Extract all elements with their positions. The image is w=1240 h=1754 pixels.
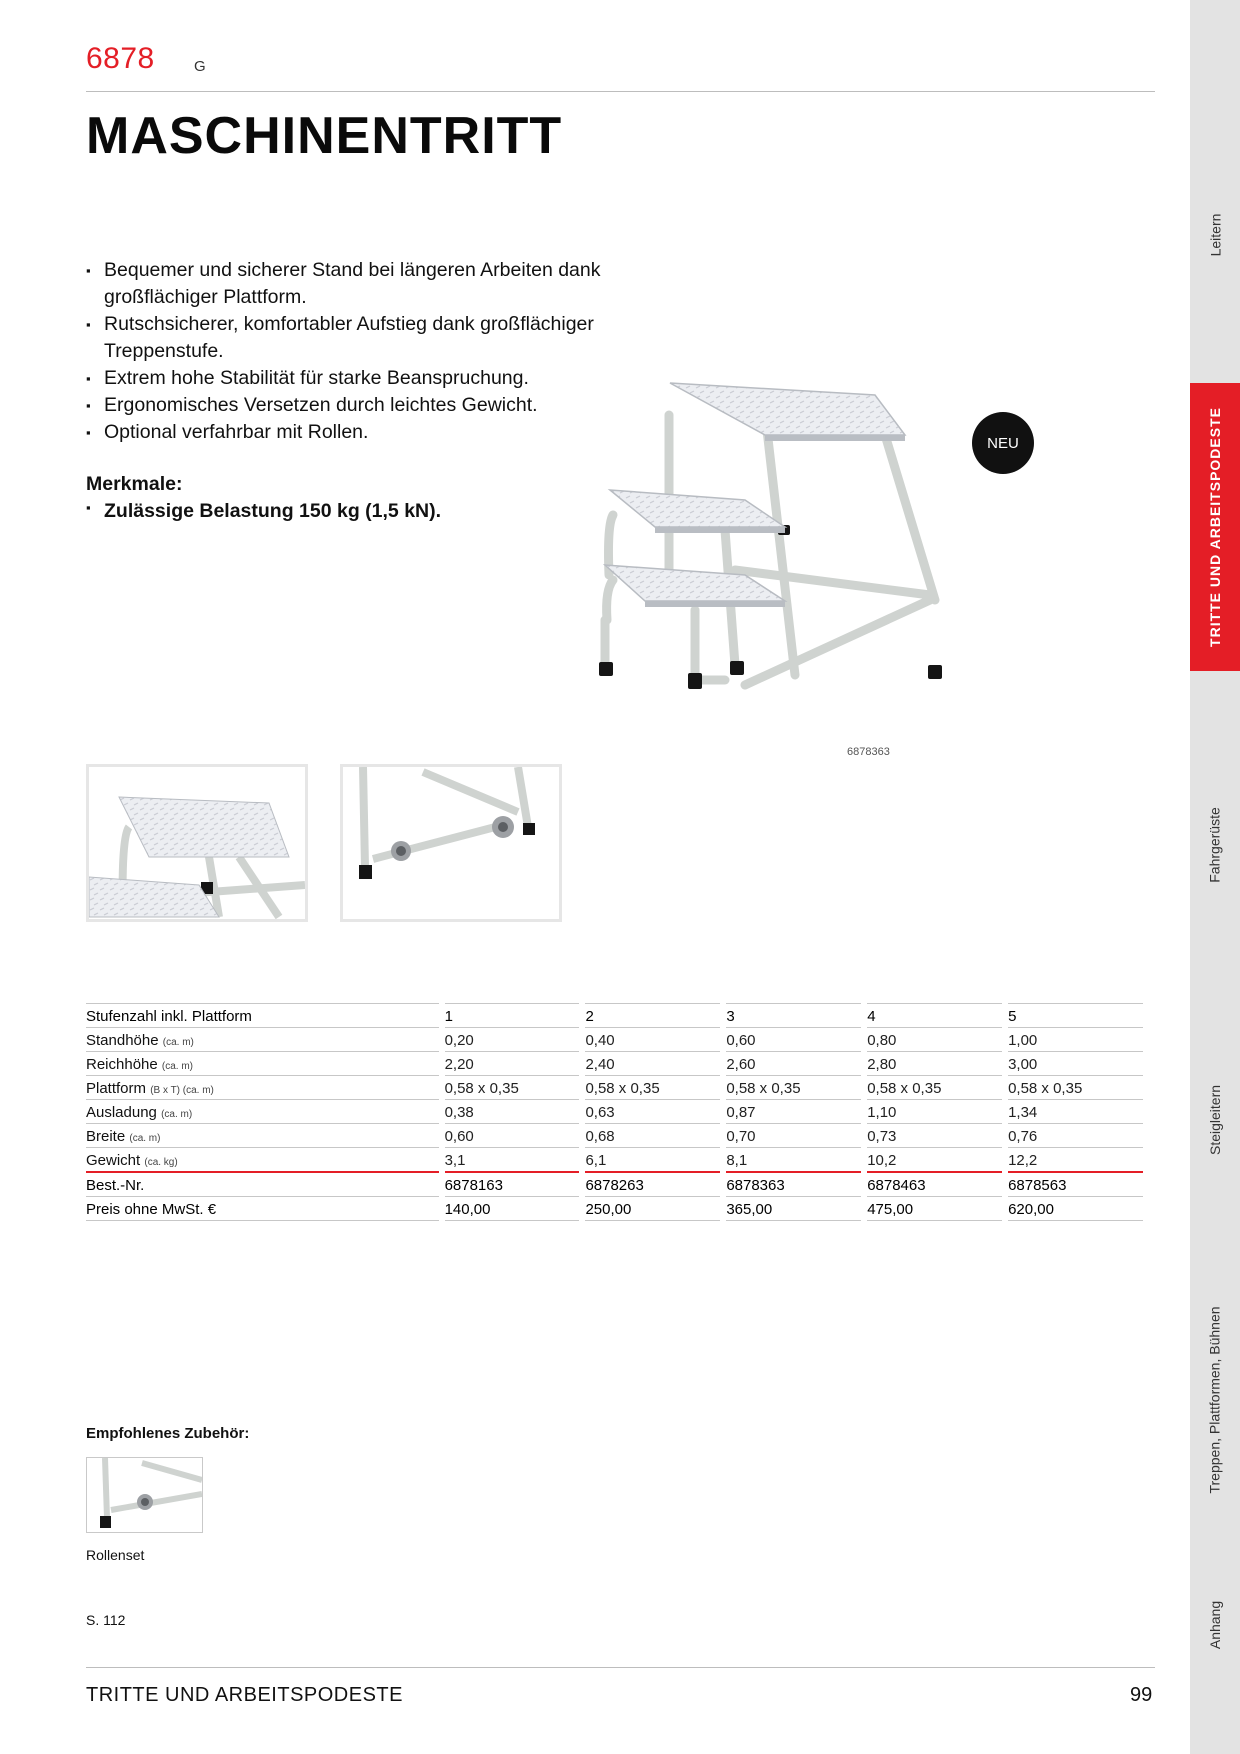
table-row <box>86 1003 1143 1027</box>
cell: 0,63 <box>585 1099 720 1123</box>
cell: 0,58 x 0,35 <box>726 1075 861 1099</box>
footer-divider <box>86 1667 1155 1668</box>
product-code: 6878 <box>86 42 155 75</box>
cell: 3,1 <box>445 1147 580 1171</box>
row-label: Plattform (B x T) (ca. m) <box>86 1075 439 1099</box>
spec-table <box>80 1003 1149 1221</box>
row-unit: (ca. m) <box>161 1109 193 1120</box>
cell: 8,1 <box>726 1147 861 1171</box>
feature-item: ▪ Extrem hohe Stabilität für starke Beanspruchung. <box>86 365 606 392</box>
cell: 475,00 <box>867 1196 1002 1221</box>
page-title: MASCHINENTRITT <box>86 107 563 165</box>
row-unit: (ca. m) <box>161 1061 193 1072</box>
row-unit: (ca. m) <box>129 1133 161 1144</box>
cell: 2,40 <box>585 1051 720 1075</box>
cell: 10,2 <box>867 1147 1002 1171</box>
cell: 0,80 <box>867 1027 1002 1051</box>
table-row <box>86 1196 1143 1221</box>
row-label: Preis ohne MwSt. € <box>86 1196 439 1221</box>
sidebar-tab-tritte-und-arbeitspodeste[interactable]: TRITTE UND ARBEITSPODESTE <box>1190 383 1240 671</box>
row-label: Ausladung (ca. m) <box>86 1099 439 1123</box>
table-row <box>86 1051 1143 1075</box>
cell: 0,60 <box>445 1123 580 1147</box>
accessory-image-rollenset[interactable] <box>86 1457 203 1533</box>
merkmale-list <box>86 500 441 523</box>
cell: 5 <box>1008 1003 1143 1027</box>
cell: 2,60 <box>726 1051 861 1075</box>
row-unit: (ca. m) <box>162 1037 194 1048</box>
cell: 365,00 <box>726 1196 861 1221</box>
cell: 3,00 <box>1008 1051 1143 1075</box>
row-label: Standhöhe (ca. m) <box>86 1027 439 1051</box>
row-label: Gewicht (ca. kg) <box>86 1147 439 1171</box>
cell: 0,68 <box>585 1123 720 1147</box>
product-class-letter: G <box>194 58 206 75</box>
cell: 2,20 <box>445 1051 580 1075</box>
sidebar-tab-leitern[interactable]: Leitern <box>1207 213 1223 257</box>
cell: 4 <box>867 1003 1002 1027</box>
sidebar-tab-anhang[interactable]: Anhang <box>1207 1600 1223 1650</box>
cell: 6878563 <box>1008 1171 1143 1196</box>
cell: 1,34 <box>1008 1099 1143 1123</box>
sidebar-tab-treppen-plattformen-buehnen[interactable]: Treppen, Plattformen, Bühnen <box>1207 1306 1224 1494</box>
cell: 0,58 x 0,35 <box>585 1075 720 1099</box>
cell: 0,76 <box>1008 1123 1143 1147</box>
row-label: Best.-Nr. <box>86 1171 439 1196</box>
row-label: Stufenzahl inkl. Plattform <box>86 1003 439 1027</box>
cell: 6,1 <box>585 1147 720 1171</box>
cell: 6878363 <box>726 1171 861 1196</box>
row-unit: (B x T) (ca. m) <box>150 1085 214 1096</box>
cell: 6878263 <box>585 1171 720 1196</box>
chapter-sidebar <box>1190 0 1240 1754</box>
sidebar-tab-steigleitern[interactable]: Steigleitern <box>1207 1084 1224 1156</box>
cell: 0,73 <box>867 1123 1002 1147</box>
cell: 0,60 <box>726 1027 861 1051</box>
merkmale-heading: Merkmale: <box>86 473 183 495</box>
cell: 250,00 <box>585 1196 720 1221</box>
cell: 1 <box>445 1003 580 1027</box>
table-row <box>86 1075 1143 1099</box>
row-label: Breite (ca. m) <box>86 1123 439 1147</box>
cell: 6878163 <box>445 1171 580 1196</box>
feature-item: ▪ Ergonomisches Versetzen durch leichtes Gewicht. <box>86 392 606 419</box>
cell: 0,87 <box>726 1099 861 1123</box>
accessory-page-reference[interactable]: S. 112 <box>86 1612 126 1628</box>
cell: 0,38 <box>445 1099 580 1123</box>
table-row <box>86 1027 1143 1051</box>
cell: 0,40 <box>585 1027 720 1051</box>
row-label: Reichhöhe (ca. m) <box>86 1051 439 1075</box>
accessory-label: Rollenset <box>86 1547 145 1563</box>
cell: 140,00 <box>445 1196 580 1221</box>
cell: 0,70 <box>726 1123 861 1147</box>
detail-image-wheels <box>340 764 562 922</box>
image-caption: 6878363 <box>847 746 890 758</box>
feature-item: ▪ Optional verfahrbar mit Rollen. <box>86 419 606 446</box>
footer-section-title: TRITTE UND ARBEITSPODESTE <box>86 1684 403 1706</box>
merkmale-item: ▪ Zulässige Belastung 150 kg (1,5 kN). <box>86 500 441 523</box>
sidebar-tab-fahrgerueste[interactable]: Fahrgerüste <box>1207 807 1224 883</box>
page-number: 99 <box>1130 1684 1153 1706</box>
cell: 6878463 <box>867 1171 1002 1196</box>
cell: 3 <box>726 1003 861 1027</box>
new-badge: NEU <box>972 412 1034 474</box>
detail-image-platform <box>86 764 308 922</box>
cell: 2,80 <box>867 1051 1002 1075</box>
cell: 2 <box>585 1003 720 1027</box>
cell: 1,00 <box>1008 1027 1143 1051</box>
header-divider <box>86 91 1155 92</box>
table-row <box>86 1171 1143 1196</box>
cell: 0,58 x 0,35 <box>445 1075 580 1099</box>
cell: 12,2 <box>1008 1147 1143 1171</box>
feature-item: ▪ Bequemer und sicherer Stand bei längeren Arbeiten dank großflächiger Plattform. <box>86 257 606 311</box>
feature-list <box>86 257 606 446</box>
cell: 0,58 x 0,35 <box>1008 1075 1143 1099</box>
accessories-heading: Empfohlenes Zubehör: <box>86 1425 250 1442</box>
cell: 620,00 <box>1008 1196 1143 1221</box>
feature-item: ▪ Rutschsicherer, komfortabler Aufstieg dank großflächiger Treppenstufe. <box>86 311 606 365</box>
cell: 1,10 <box>867 1099 1002 1123</box>
row-unit: (ca. kg) <box>144 1157 178 1168</box>
cell: 0,20 <box>445 1027 580 1051</box>
table-row <box>86 1147 1143 1171</box>
cell: 0,58 x 0,35 <box>867 1075 1002 1099</box>
table-row <box>86 1123 1143 1147</box>
table-row <box>86 1099 1143 1123</box>
